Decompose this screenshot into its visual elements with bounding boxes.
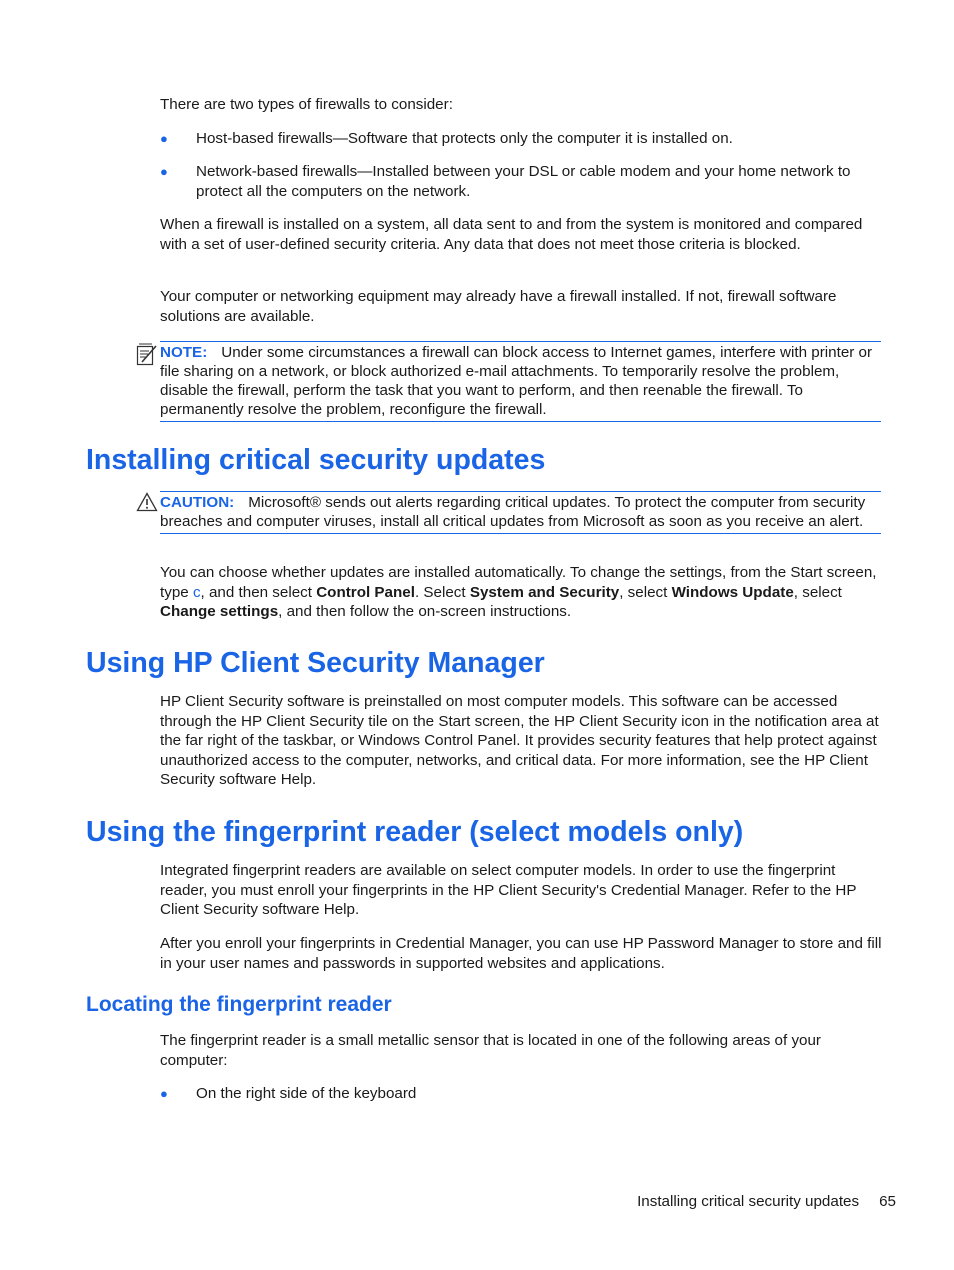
page-number: 65 xyxy=(879,1193,896,1210)
heading-installing-updates: Installing critical security updates xyxy=(86,444,546,476)
command-text: c xyxy=(192,583,201,601)
bullet-icon: ● xyxy=(160,131,168,146)
updates-instructions: You can choose whether updates are installed automatically. To change the settings, from the Start screen, type c, and then select Control Panel. Select System and Security, select Windows Update, select Change settings, and then follow the on-screen instructions. xyxy=(160,564,877,621)
caution-icon xyxy=(136,492,158,512)
list-item: ● Network-based firewalls—Installed between your DSL or cable modem and your home network to protect all the computers on the network. xyxy=(160,163,851,200)
hp-client-security-paragraph: HP Client Security software is preinstalled on most computer models. This software can be accessed through the HP Client Security tile on the Start screen, the HP Client Security icon in the notification area at the far right of the taskbar, or Windows Control Panel. It provides security features that help protect against unauthorized access to the computer, networks, and critical data. For more information, see the HP Client Security software Help. xyxy=(160,693,879,789)
bullet-icon: ● xyxy=(160,164,168,179)
footer-title: Installing critical security updates xyxy=(637,1193,860,1210)
note-icon xyxy=(136,343,158,367)
firewall-monitor-paragraph: When a firewall is installed on a system, all data sent to and from the system is monitored and compared with a set of user-defined security criteria. Any data that does not meet those criteria is blocked. xyxy=(160,216,863,253)
note-callout xyxy=(160,341,881,422)
list-item: ● Host-based firewalls—Software that protects only the computer it is installed on. xyxy=(160,130,733,147)
list-item: ● On the right side of the keyboard xyxy=(160,1085,417,1102)
bullet-icon: ● xyxy=(160,1086,168,1101)
caution-callout xyxy=(160,491,881,534)
caution-text: Microsoft® sends out alerts regarding critical updates. To protect the computer from security breaches and computer viruses, install all critical updates from Microsoft as soon as you receive an alert. xyxy=(160,494,866,530)
firewall-existing-paragraph: Your computer or networking equipment may already have a firewall installed. If not, firewall software solutions are available. xyxy=(160,288,837,325)
caution-label: CAUTION: xyxy=(160,494,235,511)
note-text: Under some circumstances a firewall can block access to Internet games, interfere with printer or file sharing on a network, or block authorized e-mail attachments. To temporarily resolve the problem, disable the firewall, perform the task that you want to perform, and then reenable the firewall. To permanently resolve the problem, reconfigure the firewall. xyxy=(160,344,873,418)
heading-fingerprint-reader: Using the fingerprint reader (select models only) xyxy=(86,816,744,848)
fingerprint-paragraph-2: After you enroll your fingerprints in Credential Manager, you can use HP Password Manager to store and fill in your user names and passwords in supported websites and applications. xyxy=(160,935,882,972)
heading-locating-fingerprint: Locating the fingerprint reader xyxy=(86,993,392,1016)
heading-hp-client-security: Using HP Client Security Manager xyxy=(86,647,545,679)
page-footer xyxy=(637,1192,896,1211)
firewall-intro: There are two types of firewalls to consider: xyxy=(160,96,453,113)
fingerprint-paragraph-1: Integrated fingerprint readers are available on select computer models. In order to use the fingerprint reader, you must enroll your fingerprints in the HP Client Security's Credential Manager. Refer to the HP Client Security software Help. xyxy=(160,862,857,919)
note-label: NOTE: xyxy=(160,344,208,361)
locating-paragraph: The fingerprint reader is a small metallic sensor that is located in one of the following areas of your computer: xyxy=(160,1032,821,1069)
